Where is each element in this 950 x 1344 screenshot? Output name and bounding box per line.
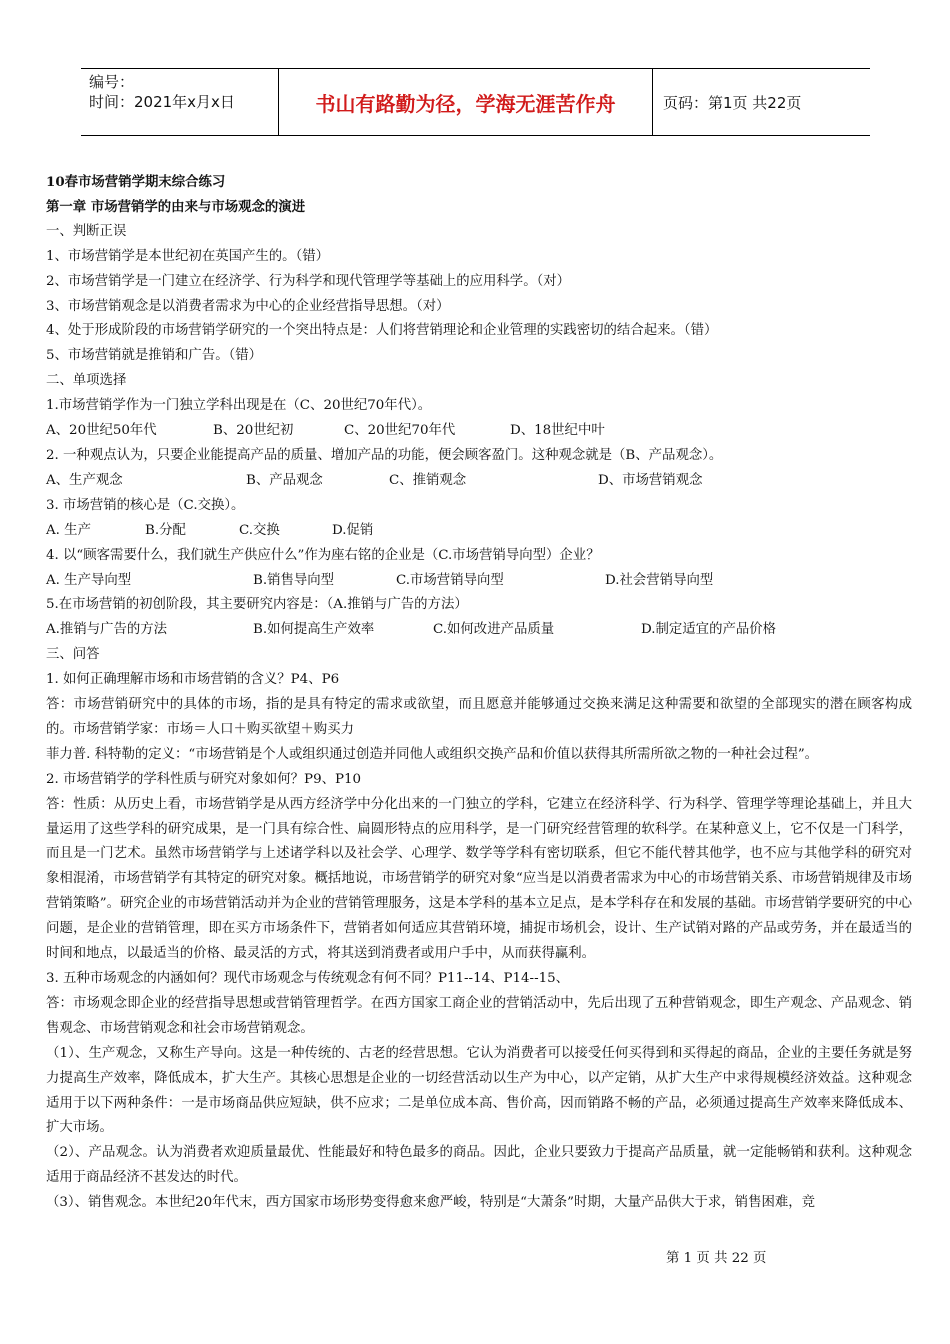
section-heading-true-false: 一、判断正误 bbox=[46, 223, 127, 239]
section-heading-multiple-choice: 二、单项选择 bbox=[46, 373, 127, 389]
chapter-heading: 第一章 市场营销学的由来与市场观念的演进 bbox=[46, 198, 306, 215]
document-body bbox=[46, 170, 912, 1216]
mc-options bbox=[46, 519, 912, 544]
tf-item: 5、市场营销就是推销和广告。（错） bbox=[46, 348, 263, 364]
page-header bbox=[81, 68, 870, 136]
page-footer: 第 1 页 共 22 页 bbox=[666, 1251, 767, 1266]
mc-question: 5.在市场营销的初创阶段，其主要研究内容是：（A.推销与广告的方法） bbox=[46, 597, 468, 613]
mc-option: C.如何改进产品质量 bbox=[433, 622, 555, 638]
mc-option: D.促销 bbox=[332, 522, 374, 538]
mc-option: A.推销与广告的方法 bbox=[46, 622, 168, 638]
mc-option: A、生产观念 bbox=[46, 472, 123, 488]
mc-option: C.市场营销导向型 bbox=[396, 572, 504, 588]
qa-question: 2. 市场营销学的学科性质与研究对象如何？P9、P10 bbox=[46, 771, 362, 787]
mc-question: 4. 以“顾客需要什么，我们就生产供应什么”作为座右铭的企业是（C.市场营销导向型）企业？ bbox=[46, 547, 600, 563]
qa-answer: （1）、生产观念，又称生产导向。这是一种传统的、古老的经营思想。它认为消费者可以接受任何买得到和买得起的商品，企业的主要任务就是努力提高生产效率，降低成本，扩大生产。其核心思想是企业的一切经营活动以生产为中心，以产定销，从扩大生产中求得规模经济效益。这种观念适用于以下两种条件：一是市场商品供应短缺，供不应求；二是单位成本高、售价高，因而销路不畅的产品，必须通过提高生产效率来降低成本、扩大市场。 bbox=[46, 1045, 912, 1136]
qa-answer: （2）、产品观念。认为消费者欢迎质量最优、性能最好和特色最多的商品。因此，企业只要致力于提高产品质量，就一定能畅销和获利。这种观念适用于商品经济不甚发达的时代。 bbox=[46, 1145, 912, 1186]
qa-answer: 答：市场观念即企业的经营指导思想或营销管理哲学。在西方国家工商企业的营销活动中，先后出现了五种营销观念，即生产观念、产品观念、销售观念、市场营销观念和社会市场营销观念。 bbox=[46, 995, 912, 1036]
mc-option: B.销售导向型 bbox=[253, 572, 335, 588]
mc-option: C、推销观念 bbox=[389, 472, 467, 488]
header-left-cell bbox=[81, 69, 279, 135]
qa-question: 1. 如何正确理解市场和市场营销的含义？P4、P6 bbox=[46, 672, 340, 688]
mc-option: B.分配 bbox=[145, 522, 186, 538]
qa-question: 3. 五种市场观念的内涵如何？现代市场观念与传统观念有何不同？P11--14、P14--15、 bbox=[46, 971, 570, 986]
header-page-info: 页码：第1页 共22页 bbox=[663, 93, 802, 112]
mc-option: C.交换 bbox=[239, 522, 280, 538]
mc-option: D、市场营销观念 bbox=[598, 472, 703, 488]
doc-title: 10春市场营销学期末综合练习 bbox=[46, 174, 226, 190]
mc-option: B.如何提高生产效率 bbox=[253, 622, 375, 638]
mc-options bbox=[46, 569, 912, 594]
mc-option: D.社会营销导向型 bbox=[605, 572, 714, 588]
mc-question: 1.市场营销学作为一门独立学科出现是在（C、20世纪70年代）。 bbox=[46, 398, 432, 414]
qa-answer: （3）、销售观念。本世纪20年代末，西方国家市场形势变得愈来愈严峻，特别是“大萧条”时期，大量产品供大于求，销售困难，竞 bbox=[46, 1195, 816, 1211]
mc-question: 3. 市场营销的核心是（C.交换）。 bbox=[46, 497, 245, 513]
mc-option: A. 生产 bbox=[46, 522, 91, 538]
mc-options bbox=[46, 469, 912, 494]
header-motto: 书山有路勤为径，学海无涯苦作舟 bbox=[279, 69, 653, 135]
tf-item: 4、处于形成阶段的市场营销学研究的一个突出特点是：人们将营销理论和企业管理的实践密切的结合起来。（错） bbox=[46, 323, 718, 339]
qa-answer: 菲力普. 科特勒的定义：“市场营销是个人或组织通过创造并同他人或组织交换产品和价值以获得其所需所欲之物的一种社会过程”。 bbox=[46, 746, 819, 762]
mc-question: 2. 一种观点认为，只要企业能提高产品的质量、增加产品的功能，便会顾客盈门。这种观念就是（B、产品观念）。 bbox=[46, 447, 723, 463]
tf-item: 1、市场营销学是本世纪初在英国产生的。（错） bbox=[46, 248, 330, 264]
section-heading-qa: 三、问答 bbox=[46, 647, 100, 663]
mc-option: D、18世纪中叶 bbox=[510, 423, 605, 439]
mc-options bbox=[46, 419, 912, 444]
mc-options bbox=[46, 618, 912, 643]
tf-item: 2、市场营销学是一门建立在经济学、行为科学和现代管理学等基础上的应用科学。（对） bbox=[46, 273, 571, 289]
date-label: 时间：2021年x月x日 bbox=[89, 93, 235, 111]
mc-option: A、20世纪50年代 bbox=[46, 423, 157, 439]
mc-option: C、20世纪70年代 bbox=[344, 423, 456, 439]
number-label: 编号： bbox=[89, 73, 135, 91]
mc-option: A. 生产导向型 bbox=[46, 572, 132, 588]
tf-item: 3、市场营销观念是以消费者需求为中心的企业经营指导思想。（对） bbox=[46, 298, 450, 314]
mc-option: B、20世纪初 bbox=[213, 423, 294, 439]
qa-answer: 答：市场营销研究中的具体的市场，指的是具有特定的需求或欲望，而且愿意并能够通过交换来满足这种需要和欲望的全部现实的潜在顾客构成的。市场营销学家：市场＝人口＋购买欲望＋购买力 bbox=[46, 697, 912, 737]
qa-answer: 答：性质：从历史上看，市场营销学是从西方经济学中分化出来的一门独立的学科，它建立在经济科学、行为科学、管理学等理论基础上，并且大量运用了这些学科的研究成果，是一门具有综合性、扁圆形特点的应用科学，是一门研究经营管理的软科学。在某种意义上，它不仅是一门科学，而且是一门艺术。虽然市场营销学与上述诸学科以及社会学、心理学、数学等学科有密切联系，但它不能代替其他学，也不应与其他学科的研究对象相混淆，市场营销学有其特定的研究对象。概括地说，市场营销学的研究对象“应当是以消费者需求为中心的市场营销关系、市场营销规律及市场营销策略”。研究企业的市场营销活动并为企业的营销管理服务，这是本学科的基本立足点，是本学科存在和发展的基础。市场营销学要研究的中心问题，是企业的营销管理，即在买方市场条件下，营销者如何适应其营销环境，捕捉市场机会，设计、生产试销对路的产品或劳务，并在最适当的时间和地点，以最适当的价格、最灵活的方式，将其送到消费者或用户手中，从而获得赢利。 bbox=[46, 796, 912, 962]
mc-option: B、产品观念 bbox=[246, 472, 323, 488]
mc-option: D.制定适宜的产品价格 bbox=[641, 622, 777, 638]
